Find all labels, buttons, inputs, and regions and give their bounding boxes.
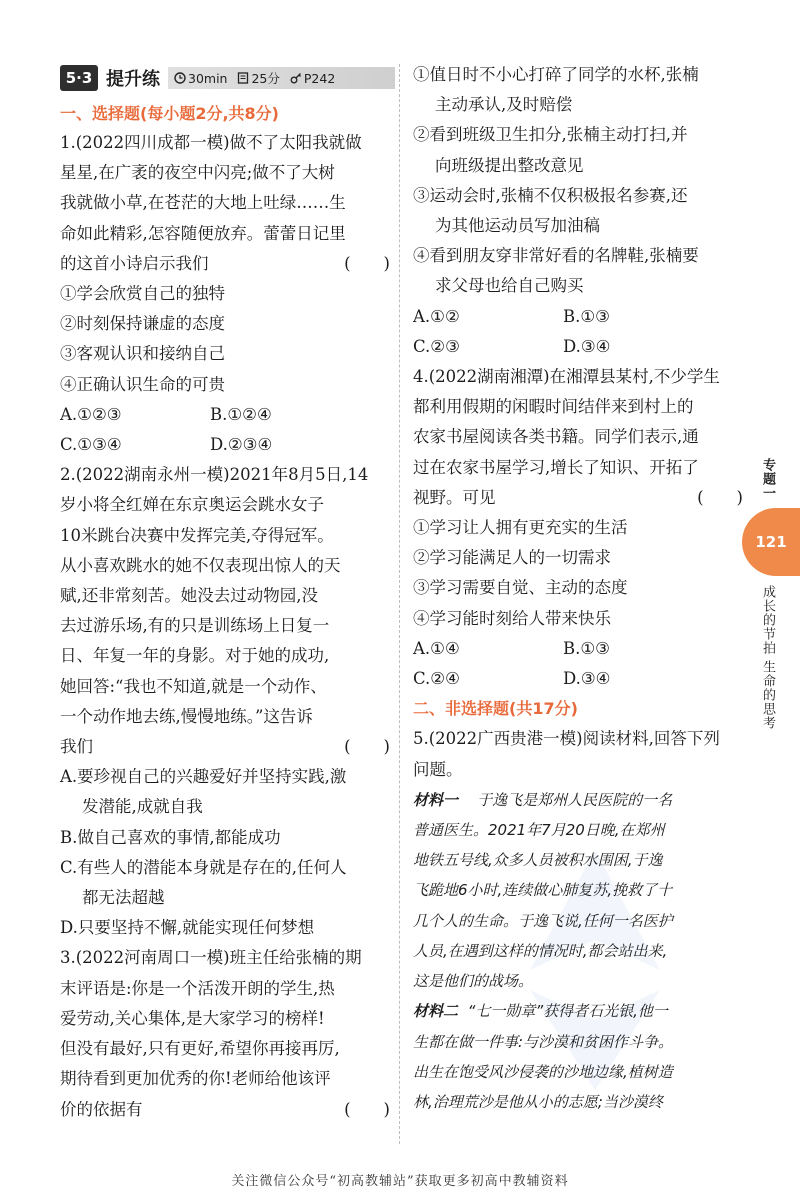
exercise-header [60,64,395,92]
material-1-line: 普通医生。2021年7月20日晚,在郑州 [413,821,665,840]
answer-bracket: ( ) [344,737,390,757]
q4-item: ③学习需要自觉、主动的态度 [413,578,628,598]
brand-logo: 5·3 [60,65,98,91]
q2-option-d[interactable]: D.只要坚持不懈,就能实现任何梦想 [60,918,315,938]
score-icon [237,72,249,84]
q4-line: 农家书屋阅读各类书籍。同学们表示,通 [413,427,699,447]
material-1-line: 地铁五号线,众多人员被积水围困,于逸 [413,851,663,870]
q3-items [413,60,743,362]
right-column [413,60,743,1117]
q4-line: 4.(2022湖南湘潭)在湘潭县某村,不少学生 [413,367,720,387]
q4-option-d[interactable]: D.③④ [563,669,611,689]
q2-option-c-cont: 都无法超越 [82,888,165,908]
question-3 [60,943,390,1124]
q3-item-cont: 主动承认,及时赔偿 [435,95,573,115]
exercise-meta [168,67,395,89]
q3-option-c[interactable]: C.②③ [413,336,460,356]
q3-item-cont: 向班级提出整改意见 [435,155,584,175]
q4-option-a[interactable]: A.①④ [413,638,460,658]
question-1 [60,128,390,460]
answer-bracket: ( ) [344,253,390,273]
left-column [60,128,390,1125]
material-2-line: 林,治理荒沙是他从小的志愿;当沙漠终 [413,1092,663,1111]
material-2-label: 材料二 [413,1002,459,1021]
q3-line: 3.(2022河南周口一模)班主任给张楠的期 [60,948,362,968]
q2-line: 10米跳台决赛中发挥完美,夺得冠军。 [60,525,334,545]
q4-item: ②学习能满足人的一切需求 [413,548,611,568]
footer-note: 关注微信公众号“初高教辅站”获取更多初高中教辅资料 [231,1174,569,1189]
material-2-line: 出生在饱受风沙侵袭的沙地边缘,植树造 [413,1062,673,1081]
q1-item: ①学会欣赏自己的独特 [60,284,225,304]
q2-line: 岁小将全红婵在东京奥运会跳水女子 [60,495,324,515]
q3-line: 末评语是:你是一个活泼开朗的学生,热 [60,978,335,998]
q5-line: 问题。 [413,759,463,779]
page-number: 121 [755,533,787,551]
material-1-label: 材料一 [413,790,459,809]
question-4 [413,362,743,694]
q1-line: 命如此精彩,怎容随便放弃。蕾蕾日记里 [60,223,346,243]
q2-line: 她回答:“我也不知道,就是一个动作、 [60,676,327,696]
q3-option-b[interactable]: B.①③ [563,306,610,326]
q1-item: ②时刻保持谦虚的态度 [60,314,225,334]
q1-item: ③客观认识和接纳自己 [60,344,225,364]
column-divider [399,64,400,1144]
q3-line: 价的依据有 [60,1099,143,1119]
q4-line: 过在农家书屋学习,增长了知识、开拓了 [413,457,699,477]
q5-line: 5.(2022广西贵港一模)阅读材料,回答下列 [413,729,720,749]
key-icon [290,72,302,84]
q2-line: 日、年复一年的身影。对于她的成功, [60,646,330,666]
material-1-line: 几个人的生命。于逸飞说,任何一名医护 [413,911,673,930]
q2-line: 一个动作地去练,慢慢地练。”这告诉 [60,706,313,726]
section-choice-heading: 一、选择题(每小题2分,共8分) [60,104,279,123]
q3-item: ②看到班级卫生扣分,张楠主动打扫,并 [413,125,688,145]
q2-line: 去过游乐场,有的只是训练场上日复一 [60,616,330,636]
q4-line: 都利用假期的闲暇时间结伴来到村上的 [413,397,694,417]
q1-line: 我就做小草,在苍茫的大地上吐绿……生 [60,193,346,213]
material-2-line: “七一勋章”获得者石光银,他一 [467,1002,668,1021]
q3-item: ④看到朋友穿非常好看的名牌鞋,张楠要 [413,246,699,266]
q1-item: ④正确认识生命的可贵 [60,374,225,394]
q1-line: 星星,在广袤的夜空中闪亮;做不了大树 [60,163,335,183]
chapter-label-1: 成长的节拍 [760,585,775,655]
total-score: 25分 [251,71,280,86]
chapter-label-2: 生命的思考 [760,660,775,730]
q2-line: 赋,还非常刻苦。她没去过动物园,没 [60,586,318,606]
section-nonchoice-heading: 二、非选择题(共17分) [413,699,578,719]
topic-label: 专题一 [760,458,775,500]
q3-line: 期待看到更加优秀的你!老师给他该评 [60,1069,331,1089]
q3-line: 但没有最好,只有更好,希望你再接再厉, [60,1039,340,1059]
exercise-title: 提升练 [106,69,160,90]
q1-option-a[interactable]: A.①②③ [60,404,122,424]
clock-icon [174,72,186,84]
question-2 [60,460,390,943]
material-1-line: 人员,在遇到这样的情况时,都会站出来, [413,941,668,960]
q1-option-b[interactable]: B.①②④ [210,404,272,424]
q1-option-d[interactable]: D.②③④ [210,435,273,455]
q2-line: 我们 [60,737,93,757]
q4-item: ①学习让人拥有更充实的生活 [413,518,628,538]
q1-line: 1.(2022四川成都一模)做不了太阳我就做 [60,133,362,152]
q1-line: 的这首小诗启示我们 [60,253,209,273]
answer-page-ref: P242 [303,70,336,86]
q3-item-cont: 为其他运动员写加油稿 [435,216,600,236]
material-1-line: 这是他们的战场。 [413,972,534,991]
answer-bracket: ( ) [344,1099,390,1119]
q2-line: 从小喜欢跳水的她不仅表现出惊人的天 [60,555,341,575]
q3-option-a[interactable]: A.①② [413,306,460,326]
q4-item: ④学习能时刻给人带来快乐 [413,608,611,628]
material-2-line: 生都在做一件事:与沙漠和贫困作斗争。 [413,1032,674,1051]
q3-line: 爱劳动,关心集体,是大家学习的榜样! [60,1008,325,1028]
q4-line: 视野。可见 [413,487,496,507]
material-1-line: 于逸飞是郑州人民医院的一名 [477,790,673,809]
q4-option-c[interactable]: C.②④ [413,669,460,689]
question-5 [413,724,743,1117]
q2-option-a[interactable]: A.要珍视自己的兴趣爱好并坚持实践,激 [60,767,347,787]
answer-bracket: ( ) [697,487,743,507]
q3-item: ③运动会时,张楠不仅积极报名参赛,还 [413,185,688,205]
q1-option-c[interactable]: C.①③④ [60,435,122,455]
q3-option-d[interactable]: D.③④ [563,336,611,356]
q2-line: 2.(2022湖南永州一模)2021年8月5日,14 [60,465,369,485]
page-number-tab [742,508,800,576]
q4-option-b[interactable]: B.①③ [563,638,610,658]
q3-item-cont: 求父母也给自己购买 [435,276,584,296]
q2-option-c[interactable]: C.有些人的潜能本身就是存在的,任何人 [60,857,347,877]
q2-option-b[interactable]: B.做自己喜欢的事情,都能成功 [60,827,281,847]
q3-item: ①值日时不小心打碎了同学的水杯,张楠 [413,65,699,84]
material-1-line: 飞跪地6小时,连续做心肺复苏,挽救了十 [413,881,673,900]
q2-option-a-cont: 发潜能,成就自我 [82,797,203,817]
time-limit: 30min [188,70,228,86]
